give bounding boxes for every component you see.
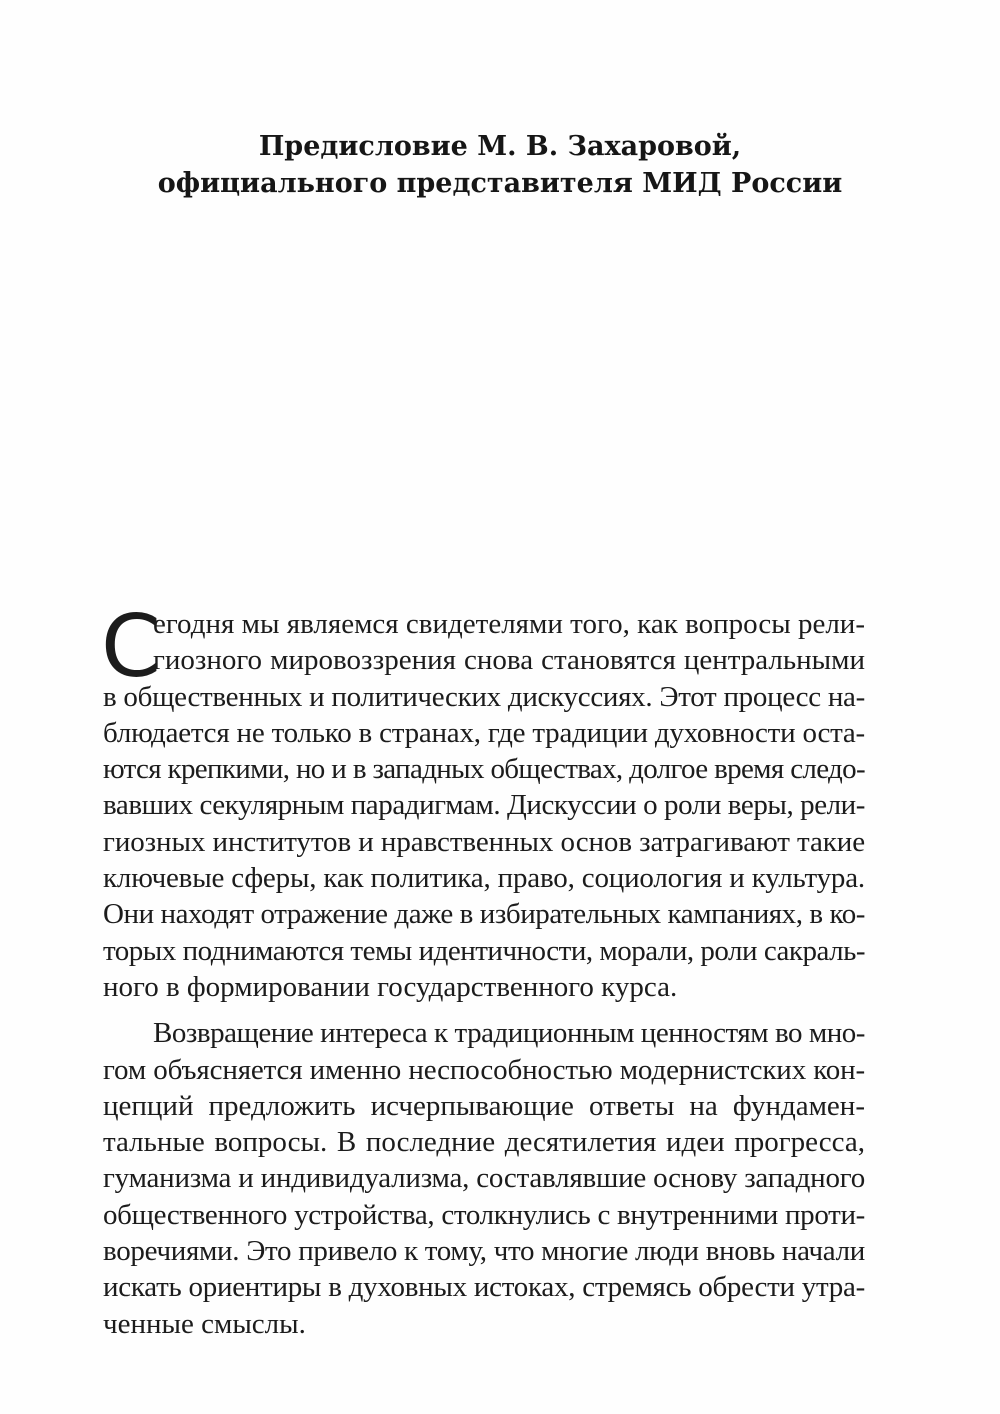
title-line-2: официального представителя МИД России: [157, 168, 843, 199]
page-title: [0, 128, 1000, 202]
drop-cap: С: [101, 597, 162, 697]
paragraph-2: [103, 1015, 865, 1342]
text-line: егодня мы являемся свидетелями того, как вопросы рели-: [153, 608, 865, 640]
text-line: гиозного мировоззрения снова становятся центральными: [153, 644, 865, 677]
text-line: гуманизма и индивидуализма, составлявшие основу западного: [103, 1162, 865, 1195]
text-line: ного в формировании государственного курса.: [103, 970, 678, 1003]
text-line: вавших секулярным парадигмам. Дискуссии о роли веры, рели-: [103, 789, 865, 822]
text-line: Они находят отражение даже в избирательных кампаниях, в ко-: [103, 898, 865, 931]
text-line: воречиями. Это привело к тому, что многие люди вновь начали: [103, 1235, 865, 1268]
paragraph-1: [101, 597, 865, 1005]
text-line: ченные смыслы.: [103, 1307, 306, 1340]
text-line: в общественных и политических дискуссиях. Этот процесс на-: [103, 680, 865, 713]
text-line: Возвращение интереса к традиционным ценностям во мно-: [153, 1017, 865, 1050]
text-line: ются крепкими, но и в западных обществах, долгое время следо-: [103, 753, 865, 786]
text-line: общественного устройства, столкнулись с внутренними проти-: [103, 1198, 865, 1231]
text-line: искать ориентиры в духовных истоках, стремясь обрести утра-: [103, 1271, 865, 1304]
title-line-1: Предисловие М. В. Захаровой,: [258, 131, 742, 162]
text-line: ключевые сферы, как политика, право, социология и культура.: [103, 862, 865, 895]
text-line: гиозных институтов и нравственных основ затрагивают такие: [103, 825, 865, 858]
text-line: торых поднимаются темы идентичности, морали, роли сакраль-: [103, 934, 865, 967]
body-text: [101, 597, 865, 1342]
text-line: цепций предложить исчерпывающие ответы на фундамен-: [103, 1089, 865, 1122]
text-line: тальные вопросы. В последние десятилетия идеи прогресса,: [103, 1126, 865, 1159]
text-line: блюдается не только в странах, где традиции духовности оста-: [103, 716, 865, 749]
text-line: гом объясняется именно неспособностью модернистских кон-: [103, 1053, 865, 1086]
